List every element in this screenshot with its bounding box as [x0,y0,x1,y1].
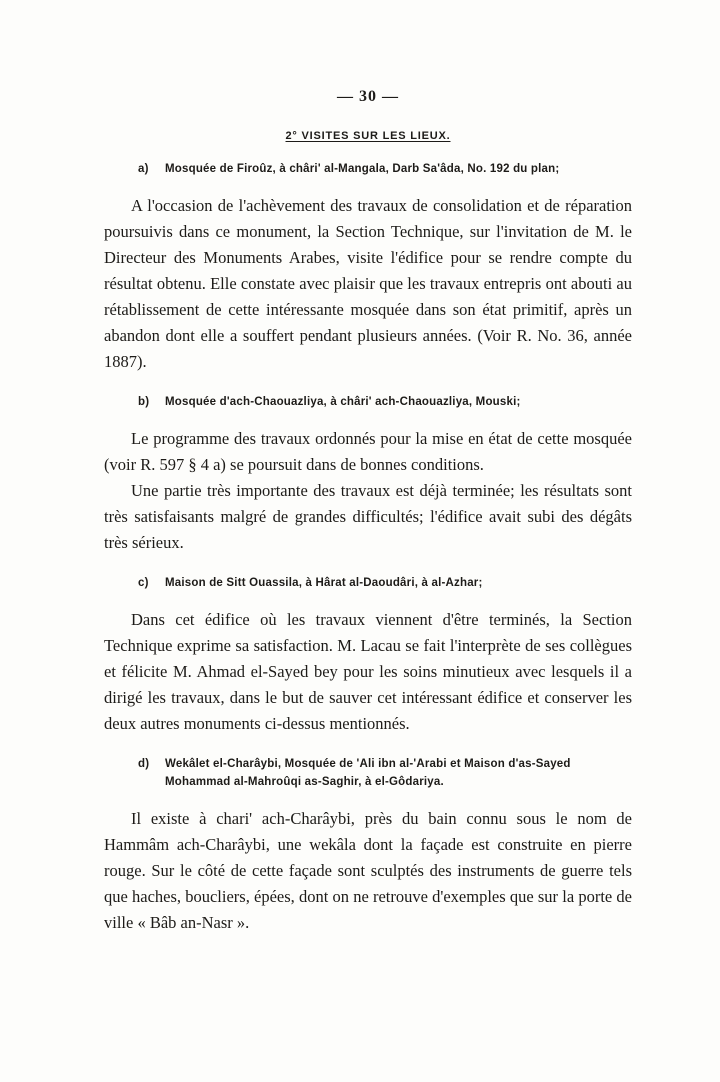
item-label-d: d) [138,758,150,770]
item-title-b: Mosquée d'ach-Chaouazliya, à châri' ach-Chaouazliya, Mouski; [165,396,521,408]
paragraph-d-1: Il existe à chari' ach-Charâybi, près du bain connu sous le nom de Hammâm ach-Charâybi, une wekâla dont la façade est construite en pierre rouge. Sur le côté de cette façade sont sculptés des instruments de guerre tels que haches, boucliers, épées, dont on ne retrouve d'exemples que sur la porte de ville « Bâb an-Nasr ». [104,809,632,932]
item-label-c: c) [138,577,149,589]
paragraph-b-2: Une partie très importante des travaux est déjà terminée; les résultats sont très satisfaisants malgré de grandes difficultés; l'édifice avait subi des dégâts très sérieux. [104,481,632,552]
paragraph-a-1: A l'occasion de l'achèvement des travaux de consolidation et de réparation poursuivis dans ce monument, la Section Technique, sur l'invitation de M. le Directeur des Monuments Arabes, visite l'édifice pour se rendre compte du résultat obtenu. Elle constate avec plaisir que les travaux entrepris ont abouti au rétablissement de cette intéressante mosquée dans son état primitif, après un abandon dont elle a souffert pendant plusieurs années. (Voir R. No. 36, année 1887). [104,196,632,371]
item-title-a: Mosquée de Firoûz, à châri' al-Mangala, Darb Sa'âda, No. 192 du plan; [165,163,560,175]
item-heading-b [138,393,616,411]
paragraph-c-1: Dans cet édifice où les travaux viennent d'être terminés, la Section Technique exprime sa satisfaction. M. Lacau se fait l'interprète de ses collègues et félicite M. Ahmad el-Sayed bey pour les soins minutieux avec lesquels il a dirigé les travaux, dans le but de sauver cet intéressant édifice et conserver les deux autres monuments ci-dessus mentionnés. [104,610,632,733]
section-item-d [104,755,632,936]
item-label-b: b) [138,396,150,408]
section-heading: 2° VISITES SUR LES LIEUX. [285,130,451,142]
page-number: — 30 — [337,88,399,105]
section-item-a [104,160,632,375]
section-item-b [104,393,632,556]
item-heading-a [138,160,616,178]
section-item-c [104,574,632,737]
item-title-d: Wekâlet el-Charâybi, Mosquée de 'Ali ibn al-'Arabi et Maison d'as-Sayed Mohammad al-Mahroûqi as-Saghir, à el-Gôdariya. [165,758,571,788]
paragraph-b-1: Le programme des travaux ordonnés pour la mise en état de cette mosquée (voir R. 597 § 4 a) se poursuit dans de bonnes conditions. [104,429,632,474]
item-heading-c [138,574,616,592]
item-label-a: a) [138,163,149,175]
item-title-c: Maison de Sitt Ouassila, à Hârat al-Daoudâri, à al-Azhar; [165,577,483,589]
item-heading-d [138,755,616,791]
